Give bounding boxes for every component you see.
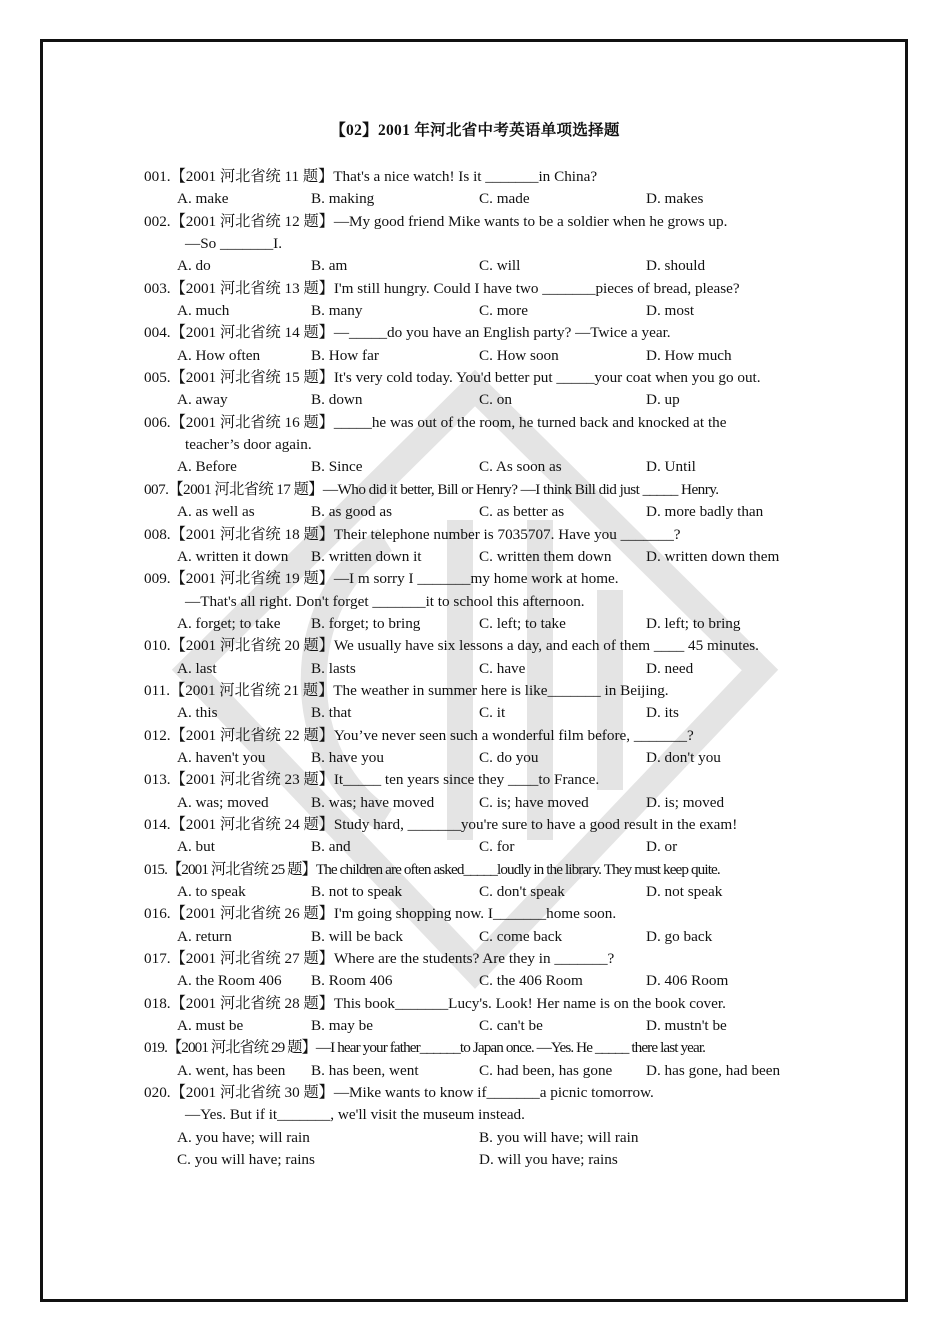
answer-option: A. written it down: [177, 547, 289, 565]
question-text: 【2001 河北省统 30 题】—Mike wants to know if_______a picnic tomorrow.: [170, 1084, 654, 1102]
question-number: 008.: [144, 525, 171, 543]
answer-option: A. but: [177, 838, 215, 856]
question-item: [144, 725, 814, 770]
answer-option: C. it: [479, 704, 506, 722]
question-item: [144, 635, 814, 680]
question-number: 006.: [144, 413, 171, 431]
question-stem: [144, 680, 814, 702]
answer-option: C. can't be: [479, 1017, 543, 1035]
question-number: 003.: [144, 279, 171, 297]
question-number: 015.: [144, 860, 167, 878]
answer-options: [144, 300, 814, 322]
question-text: 【2001 河北省统 29 题】—I hear your father______to Japan once. —Yes. He _____ there last year.: [166, 1039, 706, 1057]
question-item: [144, 993, 814, 1038]
question-stem: [144, 524, 814, 546]
question-item: [144, 680, 814, 725]
answer-option: D. go back: [646, 927, 713, 945]
question-stem: [144, 814, 814, 836]
answer-option: D. need: [646, 659, 694, 677]
answer-option: C. have: [479, 659, 526, 677]
answer-options: [144, 702, 814, 724]
question-stem: [144, 278, 814, 300]
answer-option: B. has been, went: [311, 1061, 419, 1079]
question-text: 【2001 河北省统 15 题】It's very cold today. You'd better put _____your coat when you go out.: [170, 369, 761, 387]
answer-option: D. more badly than: [646, 503, 764, 521]
question-number: 012.: [144, 726, 171, 744]
answer-options: [144, 1015, 814, 1037]
question-item: [144, 278, 814, 323]
question-stem: [144, 948, 814, 970]
answer-option: C. come back: [479, 927, 563, 945]
answer-option: D. has gone, had been: [646, 1061, 781, 1079]
answer-option: D. is; moved: [646, 793, 725, 811]
question-item: [144, 568, 814, 635]
answer-option: C. How soon: [479, 346, 559, 364]
answer-options: [144, 188, 814, 210]
answer-option: C. is; have moved: [479, 793, 589, 811]
answer-option: D. its: [646, 704, 679, 722]
answer-option: B. and: [311, 838, 351, 856]
answer-option: D. written down them: [646, 547, 780, 565]
question-text: 【2001 河北省统 23 题】It_____ ten years since they ____to France.: [170, 771, 600, 789]
answer-option: A. do: [177, 257, 211, 275]
question-item: [144, 814, 814, 859]
answer-option: A. return: [177, 927, 232, 945]
question-stem: [144, 479, 814, 501]
answer-option: B. as good as: [311, 503, 392, 521]
question-text: 【2001 河北省统 13 题】I'm still hungry. Could I have two _______pieces of bread, please?: [170, 279, 740, 297]
question-text: 【2001 河北省统 14 题】—_____do you have an English party? —Twice a year.: [170, 324, 671, 342]
question-stem: [144, 859, 814, 881]
question-stem: [144, 635, 814, 657]
question-text: 【2001 河北省统 24 题】Study hard, _______you're sure to have a good result in the exam!: [170, 815, 738, 833]
answer-option: C. had been, has gone: [479, 1061, 613, 1079]
answer-option: B. forget; to bring: [311, 614, 421, 632]
question-text: 【2001 河北省统 21 题】The weather in summer here is like_______ in Beijing.: [170, 681, 669, 699]
answer-option: D. mustn't be: [646, 1017, 727, 1035]
question-text: 【2001 河北省统 25 题】The children are often asked_____loudly in the library. They must keep quite.: [166, 860, 720, 878]
answer-options: [144, 1060, 814, 1082]
answer-option: C. will: [479, 257, 521, 275]
answer-option: B. may be: [311, 1017, 374, 1035]
question-stem: [144, 166, 814, 188]
answer-option: C. more: [479, 302, 528, 320]
answer-option: A. Before: [177, 458, 237, 476]
answer-options: [144, 546, 814, 568]
answer-options: [144, 456, 814, 478]
answer-options: [144, 255, 814, 277]
answer-option: A. must be: [177, 1017, 244, 1035]
question-item: [144, 1037, 814, 1082]
answer-options: [144, 389, 814, 411]
question-text: 【2001 河北省统 12 题】—My good friend Mike wants to be a soldier when he grows up.: [170, 212, 728, 230]
answer-option: D. How much: [646, 346, 732, 364]
answer-option: C. made: [479, 190, 530, 208]
answer-option: A. forget; to take: [177, 614, 281, 632]
answer-option: B. was; have moved: [311, 793, 435, 811]
question-text: 【2001 河北省统 19 题】—I m sorry I _______my home work at home.: [170, 570, 619, 588]
question-stem: [144, 1082, 814, 1104]
answer-options: [144, 926, 814, 948]
question-number: 009.: [144, 570, 171, 588]
question-number: 001.: [144, 168, 171, 185]
answer-option: D. don't you: [646, 748, 721, 766]
answer-option: D. will you have; rains: [479, 1151, 618, 1169]
answer-option: A. much: [177, 302, 230, 320]
question-number: 011.: [144, 681, 171, 699]
answer-option: A. went, has been: [177, 1061, 286, 1079]
answer-options: [144, 1149, 814, 1171]
question-continuation: —So _______I.: [185, 235, 283, 253]
answer-options: [144, 345, 814, 367]
page-title: 【02】2001 年河北省中考英语单项选择题: [330, 122, 620, 139]
question-continuation: teacher’s door again.: [185, 436, 312, 454]
question-item: [144, 769, 814, 814]
question-stem: [144, 725, 814, 747]
question-item: [144, 166, 814, 211]
answer-options: [144, 970, 814, 992]
answer-option: B. will be back: [311, 927, 403, 945]
answer-options: [144, 658, 814, 680]
question-text: 【2001 河北省统 11 题】That's a nice watch! Is it _______in China?: [170, 168, 598, 185]
question-number: 018.: [144, 994, 171, 1012]
question-item: [144, 211, 814, 278]
answer-option: D. Until: [646, 458, 696, 476]
answer-option: B. Room 406: [311, 972, 393, 990]
answer-option: B. have you: [311, 748, 384, 766]
question-item: [144, 322, 814, 367]
question-item: [144, 948, 814, 993]
question-number: 005.: [144, 369, 171, 387]
question-text: 【2001 河北省统 22 题】You’ve never seen such a wonderful film before, _______?: [170, 726, 694, 744]
answer-option: B. How far: [311, 346, 379, 364]
answer-option: A. the Room 406: [177, 972, 282, 990]
answer-option: B. down: [311, 391, 363, 409]
question-continuation: —Yes. But if it_______, we'll visit the museum instead.: [185, 1106, 525, 1124]
question-stem: [144, 211, 814, 233]
question-item: [144, 903, 814, 948]
answer-option: D. 406 Room: [646, 972, 729, 990]
answer-option: A. haven't you: [177, 748, 266, 766]
answer-options: [144, 613, 814, 635]
question-number: 016.: [144, 905, 171, 923]
answer-options: [144, 1127, 814, 1149]
question-number: 013.: [144, 771, 171, 789]
question-text: 【2001 河北省统 28 题】This book_______Lucy's. Look! Her name is on the book cover.: [170, 994, 726, 1012]
question-item: [144, 412, 814, 479]
answer-option: C. As soon as: [479, 458, 562, 476]
question-item: [144, 367, 814, 412]
answer-options: [144, 836, 814, 858]
answer-option: C. left; to take: [479, 614, 566, 632]
answer-option: A. was; moved: [177, 793, 269, 811]
answer-option: C. do you: [479, 748, 539, 766]
question-list: [144, 166, 814, 1171]
answer-option: C. written them down: [479, 547, 612, 565]
answer-option: A. How often: [177, 346, 261, 364]
question-number: 014.: [144, 815, 171, 833]
question-text: 【2001 河北省统 20 题】We usually have six lessons a day, and each of them ____ 45 minutes.: [170, 637, 759, 655]
answer-option: D. not speak: [646, 883, 723, 900]
answer-option: D. left; to bring: [646, 614, 741, 632]
question-item: [144, 859, 814, 904]
answer-option: C. on: [479, 391, 512, 409]
answer-option: D. makes: [646, 190, 704, 208]
question-stem: [144, 412, 814, 434]
answer-option: C. the 406 Room: [479, 972, 583, 990]
question-text: 【2001 河北省统 27 题】Where are the students? Are they in _______?: [170, 950, 615, 968]
question-number: 010.: [144, 637, 171, 655]
question-number: 019.: [144, 1039, 167, 1057]
answer-option: B. you will have; will rain: [479, 1128, 639, 1146]
question-item: [144, 1082, 814, 1171]
answer-option: B. that: [311, 704, 352, 722]
question-stem: [144, 903, 814, 925]
answer-option: A. make: [177, 190, 229, 208]
answer-option: A. last: [177, 659, 217, 677]
answer-option: D. most: [646, 302, 695, 320]
question-number: 007.: [144, 480, 169, 498]
answer-option: A. away: [177, 391, 228, 409]
question-item: [144, 524, 814, 569]
answer-option: B. Since: [311, 458, 363, 476]
question-stem: [144, 769, 814, 791]
answer-option: B. am: [311, 257, 348, 275]
question-stem: [144, 322, 814, 344]
answer-option: C. for: [479, 838, 515, 856]
answer-options: [144, 747, 814, 769]
question-stem: [144, 993, 814, 1015]
question-stem: [144, 1037, 814, 1059]
answer-option: A. as well as: [177, 503, 255, 521]
answer-option: A. you have; will rain: [177, 1128, 310, 1146]
answer-options: [144, 501, 814, 523]
question-item: [144, 479, 814, 524]
answer-option: C. you will have; rains: [177, 1151, 315, 1169]
question-text: 【2001 河北省统 26 题】I'm going shopping now. I_______home soon.: [170, 905, 617, 923]
question-stem: [144, 568, 814, 590]
answer-option: B. not to speak: [311, 883, 403, 900]
answer-option: C. as better as: [479, 503, 565, 521]
answer-option: A. this: [177, 704, 218, 722]
answer-option: C. don't speak: [479, 883, 565, 900]
answer-options: [144, 792, 814, 814]
answer-option: B. making: [311, 190, 375, 208]
question-text: 【2001 河北省统 18 题】Their telephone number is 7035707. Have you _______?: [170, 525, 681, 543]
question-continuation: —That's all right. Don't forget _______it to school this afternoon.: [185, 592, 585, 610]
answer-options: [144, 881, 814, 903]
question-text: 【2001 河北省统 17 题】—Who did it better, Bill or Henry? —I think Bill did just _____ Henry.: [168, 480, 719, 498]
answer-option: B. written down it: [311, 547, 422, 565]
question-number: 002.: [144, 212, 171, 230]
question-number: 020.: [144, 1084, 171, 1102]
answer-option: A. to speak: [177, 883, 246, 900]
answer-option: D. or: [646, 838, 678, 856]
question-stem: [144, 367, 814, 389]
answer-option: D. up: [646, 391, 680, 409]
answer-option: B. lasts: [311, 659, 356, 677]
answer-option: B. many: [311, 302, 363, 320]
question-number: 017.: [144, 950, 171, 968]
question-number: 004.: [144, 324, 171, 342]
question-text: 【2001 河北省统 16 题】_____he was out of the room, he turned back and knocked at the: [170, 413, 727, 431]
answer-option: D. should: [646, 257, 706, 275]
